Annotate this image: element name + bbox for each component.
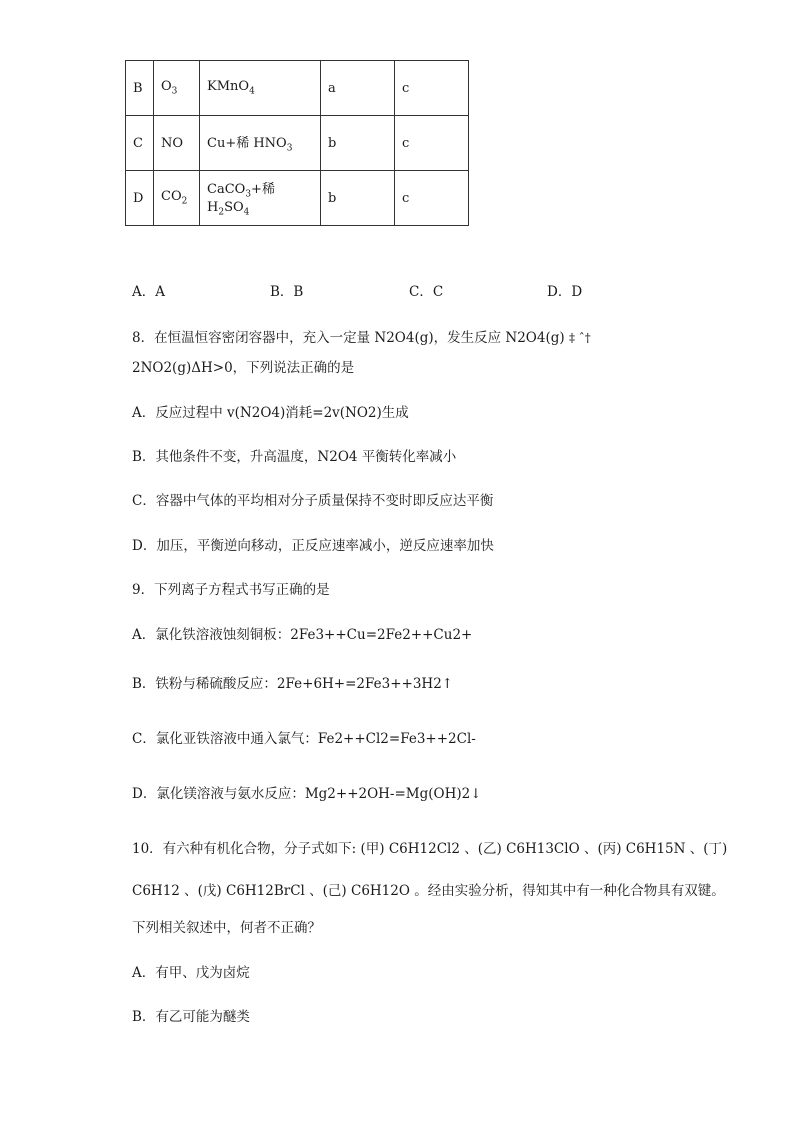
equilibrium-arrow-icon: ‡ ˆ†	[568, 331, 591, 345]
table-cell: c	[395, 61, 469, 116]
q10-stem1: 10．有六种有机化合物，分子式如下: (甲) C6H12Cl2 、(乙) C6H13ClO 、(丙) C6H15N 、(丁)	[132, 841, 728, 857]
q8-option-b[interactable]: B．其他条件不变，升高温度，N2O4 平衡转化率减小	[132, 449, 457, 465]
q8-option-a[interactable]: A．反应过程中 v(N2O4)消耗=2v(NO2)生成	[132, 405, 409, 421]
q9-option-a[interactable]: A．氯化铁溶液蚀刻铜板：2Fe3++Cu=2Fe2++Cu2+	[132, 627, 473, 643]
q10-option-a[interactable]: A．有甲、戊为卤烷	[132, 965, 250, 981]
q10-option-b[interactable]: B．有乙可能为醚类	[132, 1009, 250, 1025]
q9-option-d[interactable]: D．氯化镁溶液与氨水反应：Mg2++2OH-=Mg(OH)2↓	[132, 786, 482, 802]
q10-stem3: 下列相关叙述中，何者不正确？	[132, 920, 321, 936]
table-cell: CaCO$_3$+稀 $H_2SO_4$	[200, 171, 321, 226]
table-row	[126, 171, 469, 226]
q8-stem1: 8．在恒温恒容密闭容器中，充入一定量 N2O4(g)，发生反应 N2O4(g)	[132, 330, 565, 346]
q9-stem: 9．下列离子方程式书写正确的是	[132, 582, 330, 598]
table-cell: c	[395, 171, 469, 226]
reagent-table	[125, 60, 469, 226]
table-row	[126, 61, 469, 116]
q8-stem2: 2NO2(g)ΔH>0，下列说法正确的是	[132, 360, 355, 376]
option-c[interactable]: C．C	[409, 284, 444, 300]
q8-stem-line1	[132, 326, 591, 346]
option-b[interactable]: B．B	[270, 284, 304, 300]
table-cell: NO	[154, 116, 200, 171]
table-cell: Cu+稀 $HNO_3$	[200, 116, 321, 171]
table-cell: C	[126, 116, 154, 171]
table-row	[126, 116, 469, 171]
q8-option-d[interactable]: D．加压，平衡逆向移动，正反应速率减小，逆反应速率加快	[132, 538, 494, 554]
table-cell: $CO_2$	[154, 171, 200, 226]
option-a[interactable]: A．A	[132, 284, 165, 300]
table-cell: B	[126, 61, 154, 116]
table-cell: b	[321, 116, 395, 171]
q9-option-b[interactable]: B．铁粉与稀硫酸反应：2Fe+6H+=2Fe3++3H2↑	[132, 676, 454, 692]
q10-stem2: C6H12 、(戊) C6H12BrCl 、(己) C6H12O 。经由实验分析，得知其中有一种化合物具有双键。	[132, 883, 725, 899]
table-cell: D	[126, 171, 154, 226]
table-cell: b	[321, 171, 395, 226]
option-d[interactable]: D．D	[547, 284, 583, 300]
table-cell: $O_3$	[154, 61, 200, 116]
q9-option-c[interactable]: C．氯化亚铁溶液中通入氯气：Fe2++Cl2=Fe3++2Cl-	[132, 731, 476, 747]
q8-option-c[interactable]: C．容器中气体的平均相对分子质量保持不变时即反应达平衡	[132, 493, 494, 509]
table-cell: c	[395, 116, 469, 171]
table-cell: a	[321, 61, 395, 116]
table-cell: KMnO$_4$	[200, 61, 321, 116]
